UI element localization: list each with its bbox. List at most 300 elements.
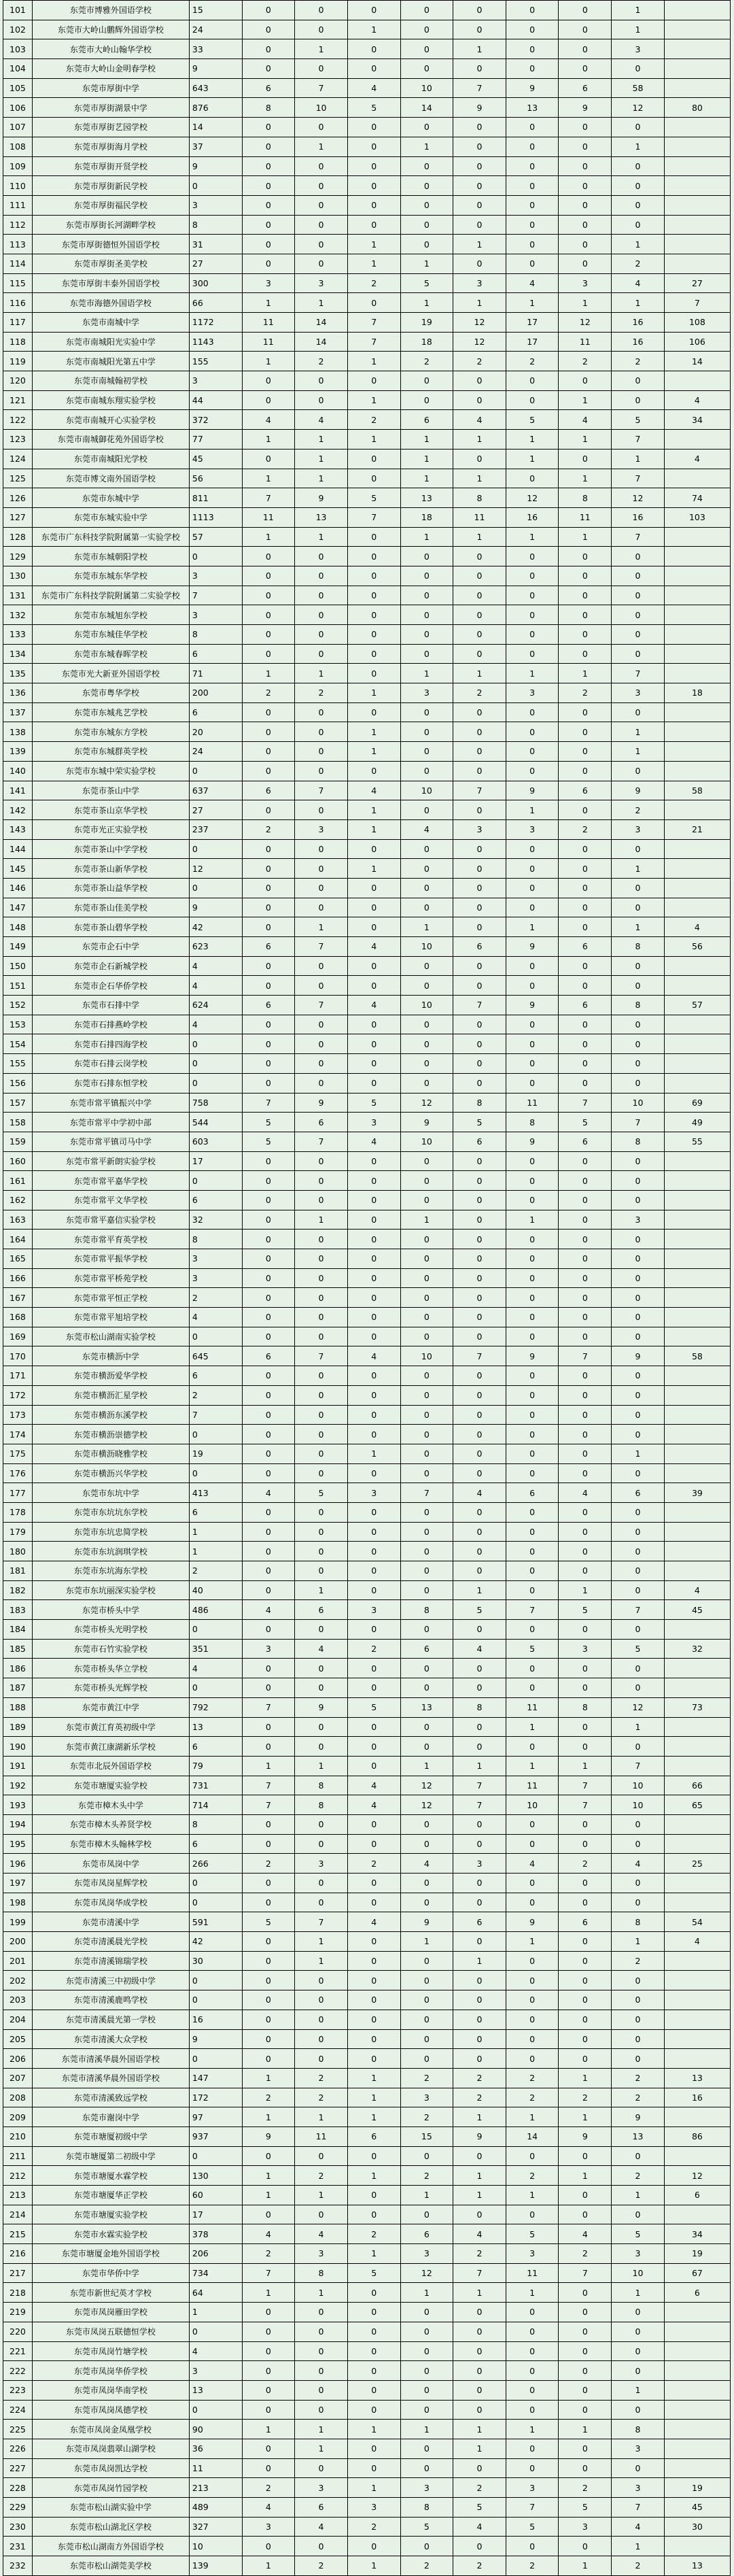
value-cell: 1 <box>347 2107 400 2127</box>
table-row <box>3 1951 731 1971</box>
table-row <box>3 664 731 683</box>
value-cell: 0 <box>242 1444 295 1463</box>
value-cell: 12 <box>453 313 506 333</box>
value-cell: 0 <box>242 1288 295 1308</box>
empty-cell <box>664 722 730 742</box>
school-name-cell: 东莞市东城东方学校 <box>32 722 189 742</box>
value-cell: 0 <box>400 1190 453 1210</box>
row-number-cell: 101 <box>3 1 33 20</box>
value-cell: 0 <box>242 1425 295 1444</box>
value-cell: 5 <box>453 1600 506 1620</box>
value-cell: 0 <box>400 1522 453 1542</box>
total-count-cell: 206 <box>189 2244 242 2264</box>
value-cell: 39 <box>664 1483 730 1503</box>
value-cell: 1 <box>400 137 453 156</box>
total-count-cell: 327 <box>189 2517 242 2537</box>
value-cell: 0 <box>295 742 348 762</box>
value-cell: 1 <box>400 917 453 937</box>
value-cell: 18 <box>400 332 453 352</box>
row-number-cell: 152 <box>3 996 33 1015</box>
value-cell: 0 <box>453 761 506 781</box>
school-name-cell: 东莞市凤岗华成学校 <box>32 1893 189 1912</box>
value-cell: 0 <box>612 956 665 976</box>
table-row <box>3 1756 731 1776</box>
row-number-cell: 123 <box>3 430 33 450</box>
value-cell: 0 <box>559 2322 612 2341</box>
table-row <box>3 449 731 469</box>
value-cell: 0 <box>347 1268 400 1288</box>
total-count-cell: 3 <box>189 2361 242 2381</box>
value-cell: 0 <box>242 2205 295 2224</box>
value-cell: 1 <box>295 2107 348 2127</box>
value-cell: 1 <box>559 527 612 547</box>
value-cell: 10 <box>400 996 453 1015</box>
total-count-cell: 3 <box>189 371 242 391</box>
value-cell: 0 <box>559 2537 612 2556</box>
school-name-cell: 东莞市厚街新民学校 <box>32 176 189 196</box>
empty-cell <box>664 1385 730 1405</box>
value-cell: 0 <box>559 1463 612 1483</box>
value-cell: 0 <box>453 1874 506 1893</box>
value-cell: 0 <box>400 566 453 586</box>
value-cell: 0 <box>453 20 506 39</box>
value-cell: 0 <box>612 1288 665 1308</box>
value-cell: 1 <box>400 430 453 450</box>
value-cell: 0 <box>242 566 295 586</box>
value-cell: 1 <box>559 2068 612 2088</box>
school-name-cell: 东莞市凤岗凯达学校 <box>32 2458 189 2478</box>
value-cell: 4 <box>664 390 730 410</box>
value-cell: 0 <box>242 1971 295 1990</box>
value-cell: 1 <box>295 293 348 313</box>
row-number-cell: 223 <box>3 2380 33 2400</box>
value-cell: 8 <box>612 937 665 957</box>
value-cell: 0 <box>347 293 400 313</box>
value-cell: 0 <box>453 605 506 625</box>
total-count-cell: 792 <box>189 1697 242 1717</box>
value-cell: 2 <box>453 2088 506 2107</box>
value-cell: 0 <box>506 2400 559 2420</box>
school-name-cell: 东莞市清溪晨光第一学校 <box>32 2010 189 2029</box>
table-row <box>3 1874 731 1893</box>
value-cell: 0 <box>242 1814 295 1834</box>
table-row <box>3 1249 731 1269</box>
total-count-cell: 0 <box>189 1073 242 1093</box>
value-cell: 0 <box>612 1874 665 1893</box>
value-cell: 0 <box>295 1620 348 1640</box>
total-count-cell: 10 <box>189 2537 242 2556</box>
value-cell: 0 <box>559 2341 612 2361</box>
table-row <box>3 2146 731 2166</box>
value-cell: 0 <box>242 547 295 566</box>
value-cell: 0 <box>347 976 400 996</box>
value-cell: 3 <box>612 819 665 839</box>
empty-cell <box>664 1874 730 1893</box>
value-cell: 0 <box>242 2341 295 2361</box>
total-count-cell: 24 <box>189 20 242 39</box>
row-number-cell: 159 <box>3 1132 33 1151</box>
value-cell: 0 <box>295 2049 348 2069</box>
value-cell: 0 <box>453 2458 506 2478</box>
row-number-cell: 192 <box>3 1776 33 1795</box>
school-name-cell: 东莞市企石新城学校 <box>32 956 189 976</box>
value-cell: 1 <box>559 2107 612 2127</box>
value-cell: 9 <box>612 1346 665 1366</box>
value-cell: 0 <box>400 722 453 742</box>
value-cell: 0 <box>347 2283 400 2303</box>
value-cell: 30 <box>664 2517 730 2537</box>
table-row <box>3 2186 731 2205</box>
value-cell: 14 <box>295 313 348 333</box>
school-name-cell: 东莞市石排东恒学校 <box>32 1073 189 1093</box>
value-cell: 1 <box>242 430 295 450</box>
row-number-cell: 175 <box>3 1444 33 1463</box>
total-count-cell: 3 <box>189 566 242 586</box>
row-number-cell: 186 <box>3 1659 33 1678</box>
value-cell: 0 <box>559 1932 612 1952</box>
value-cell: 0 <box>242 1 295 20</box>
value-cell: 0 <box>347 625 400 645</box>
value-cell: 5 <box>453 2498 506 2518</box>
value-cell: 10 <box>612 1795 665 1815</box>
table-row <box>3 819 731 839</box>
value-cell: 0 <box>242 2322 295 2341</box>
value-cell: 0 <box>347 1522 400 1542</box>
value-cell: 4 <box>347 1795 400 1815</box>
empty-cell <box>664 1542 730 1561</box>
school-name-cell: 东莞市广东科技学院附属第二实验学校 <box>32 586 189 605</box>
total-count-cell: 643 <box>189 78 242 98</box>
empty-cell <box>664 1015 730 1034</box>
value-cell: 0 <box>400 1893 453 1912</box>
value-cell: 1 <box>400 527 453 547</box>
school-name-cell: 东莞市清溪三中初级中学 <box>32 1971 189 1990</box>
value-cell: 0 <box>559 1717 612 1737</box>
value-cell: 6 <box>612 1483 665 1503</box>
value-cell: 0 <box>347 1210 400 1230</box>
total-count-cell: 15 <box>189 1 242 20</box>
value-cell: 12 <box>400 2263 453 2283</box>
value-cell: 2 <box>559 2244 612 2264</box>
value-cell: 0 <box>295 722 348 742</box>
value-cell: 7 <box>242 1776 295 1795</box>
value-cell: 0 <box>400 898 453 917</box>
table-row <box>3 2088 731 2107</box>
value-cell: 108 <box>664 313 730 333</box>
total-count-cell: 6 <box>189 702 242 722</box>
value-cell: 0 <box>295 956 348 976</box>
row-number-cell: 227 <box>3 2458 33 2478</box>
row-number-cell: 149 <box>3 937 33 957</box>
value-cell: 1 <box>400 293 453 313</box>
total-count-cell: 7 <box>189 1405 242 1425</box>
total-count-cell: 27 <box>189 254 242 273</box>
value-cell: 1 <box>347 1444 400 1463</box>
value-cell: 8 <box>295 1795 348 1815</box>
school-name-cell: 东莞市大岭山鹏辉外国语学校 <box>32 20 189 39</box>
empty-cell <box>664 605 730 625</box>
empty-cell <box>664 215 730 235</box>
value-cell: 1 <box>453 2283 506 2303</box>
row-number-cell: 209 <box>3 2107 33 2127</box>
row-number-cell: 185 <box>3 1639 33 1659</box>
value-cell: 6 <box>559 78 612 98</box>
value-cell: 0 <box>242 1308 295 1327</box>
row-number-cell: 178 <box>3 1502 33 1522</box>
school-name-cell: 东莞市北辰外国语学校 <box>32 1756 189 1776</box>
value-cell: 0 <box>295 254 348 273</box>
empty-cell <box>664 78 730 98</box>
value-cell: 1 <box>453 2439 506 2458</box>
value-cell: 0 <box>612 195 665 215</box>
value-cell: 4 <box>242 2224 295 2244</box>
value-cell: 1 <box>453 1951 506 1971</box>
row-number-cell: 171 <box>3 1366 33 1386</box>
value-cell: 0 <box>453 1678 506 1698</box>
value-cell: 0 <box>295 235 348 254</box>
value-cell: 0 <box>242 176 295 196</box>
total-count-cell: 372 <box>189 410 242 430</box>
value-cell: 0 <box>400 176 453 196</box>
total-count-cell: 1113 <box>189 507 242 527</box>
value-cell: 0 <box>559 156 612 176</box>
school-name-cell: 东莞市东坑中学 <box>32 1483 189 1503</box>
value-cell: 0 <box>347 2029 400 2049</box>
value-cell: 0 <box>506 1015 559 1034</box>
value-cell: 7 <box>506 2498 559 2518</box>
value-cell: 0 <box>559 644 612 664</box>
value-cell: 0 <box>347 1230 400 1249</box>
empty-cell <box>664 956 730 976</box>
value-cell: 2 <box>612 1951 665 1971</box>
value-cell: 7 <box>612 664 665 683</box>
value-cell: 0 <box>295 1249 348 1269</box>
school-name-cell: 东莞市横沥兴华学校 <box>32 1463 189 1483</box>
value-cell: 0 <box>242 1990 295 2010</box>
value-cell: 7 <box>242 488 295 508</box>
value-cell: 65 <box>664 1795 730 1815</box>
value-cell: 0 <box>347 2458 400 2478</box>
value-cell: 0 <box>559 1230 612 1249</box>
table-row <box>3 2205 731 2224</box>
value-cell: 0 <box>347 566 400 586</box>
value-cell: 7 <box>242 1697 295 1717</box>
value-cell: 5 <box>559 1113 612 1132</box>
value-cell: 4 <box>242 410 295 430</box>
value-cell: 0 <box>612 2049 665 2069</box>
table-row <box>3 2126 731 2146</box>
table-row <box>3 1659 731 1678</box>
row-number-cell: 211 <box>3 2146 33 2166</box>
value-cell: 0 <box>559 1951 612 1971</box>
value-cell: 0 <box>347 1385 400 1405</box>
value-cell: 0 <box>559 1073 612 1093</box>
row-number-cell: 219 <box>3 2303 33 2322</box>
value-cell: 0 <box>295 1444 348 1463</box>
value-cell: 0 <box>559 878 612 898</box>
total-count-cell: 19 <box>189 1444 242 1463</box>
value-cell: 2 <box>453 2068 506 2088</box>
value-cell: 0 <box>612 566 665 586</box>
value-cell: 0 <box>506 2380 559 2400</box>
value-cell: 4 <box>612 1854 665 1874</box>
value-cell: 0 <box>506 1230 559 1249</box>
table-row <box>3 1190 731 1210</box>
value-cell: 6 <box>453 937 506 957</box>
value-cell: 11 <box>453 507 506 527</box>
value-cell: 0 <box>506 1327 559 1346</box>
table-row <box>3 254 731 273</box>
value-cell: 3 <box>559 2517 612 2537</box>
row-number-cell: 190 <box>3 1737 33 1757</box>
value-cell: 0 <box>400 2049 453 2069</box>
value-cell: 0 <box>559 2146 612 2166</box>
value-cell: 1 <box>242 2107 295 2127</box>
value-cell: 12 <box>664 2166 730 2186</box>
table-row <box>3 1580 731 1600</box>
school-name-cell: 东莞市东坑坑东学校 <box>32 1502 189 1522</box>
table-row <box>3 2224 731 2244</box>
value-cell: 1 <box>242 469 295 488</box>
value-cell: 11 <box>242 332 295 352</box>
value-cell: 0 <box>559 20 612 39</box>
value-cell: 1 <box>559 293 612 313</box>
value-cell: 0 <box>559 1171 612 1191</box>
value-cell: 1 <box>347 742 400 762</box>
school-name-cell: 东莞市石排燕岭学校 <box>32 1015 189 1034</box>
value-cell: 106 <box>664 332 730 352</box>
value-cell: 6 <box>506 1483 559 1503</box>
value-cell: 0 <box>506 1073 559 1093</box>
table-row <box>3 2303 731 2322</box>
value-cell: 0 <box>400 2029 453 2049</box>
value-cell: 0 <box>347 1 400 20</box>
value-cell: 0 <box>612 156 665 176</box>
empty-cell <box>664 898 730 917</box>
empty-cell <box>664 566 730 586</box>
value-cell: 7 <box>559 2263 612 2283</box>
value-cell: 0 <box>400 215 453 235</box>
value-cell: 0 <box>400 976 453 996</box>
school-name-cell: 东莞市常平中学初中部 <box>32 1113 189 1132</box>
row-number-cell: 143 <box>3 819 33 839</box>
value-cell: 19 <box>400 313 453 333</box>
value-cell: 1 <box>559 430 612 450</box>
school-name-cell: 东莞市厚街德恒外国语学校 <box>32 235 189 254</box>
value-cell: 0 <box>506 1678 559 1698</box>
school-name-cell: 东莞市凤岗星辉学校 <box>32 1874 189 1893</box>
value-cell: 0 <box>453 566 506 586</box>
school-name-cell: 东莞市茶山碧华学校 <box>32 917 189 937</box>
school-name-cell: 东莞市光大新亚外国语学校 <box>32 664 189 683</box>
row-number-cell: 195 <box>3 1834 33 1854</box>
value-cell: 10 <box>295 98 348 118</box>
value-cell: 0 <box>612 1230 665 1249</box>
value-cell: 1 <box>506 1756 559 1776</box>
row-number-cell: 179 <box>3 1522 33 1542</box>
school-name-cell: 东莞市黄江育英初级中学 <box>32 1717 189 1737</box>
value-cell: 0 <box>242 1268 295 1288</box>
value-cell: 0 <box>453 1425 506 1444</box>
row-number-cell: 217 <box>3 2263 33 2283</box>
empty-cell <box>664 1463 730 1483</box>
table-row <box>3 195 731 215</box>
empty-cell <box>664 1620 730 1640</box>
row-number-cell: 150 <box>3 956 33 976</box>
value-cell: 0 <box>506 1951 559 1971</box>
row-number-cell: 142 <box>3 800 33 820</box>
value-cell: 1 <box>559 664 612 683</box>
value-cell: 0 <box>559 1151 612 1171</box>
value-cell: 12 <box>559 313 612 333</box>
value-cell: 0 <box>295 547 348 566</box>
value-cell: 0 <box>559 2458 612 2478</box>
value-cell: 0 <box>453 2049 506 2069</box>
row-number-cell: 212 <box>3 2166 33 2186</box>
school-name-cell: 东莞市松山湖南方外国语学校 <box>32 2537 189 2556</box>
value-cell: 0 <box>453 1385 506 1405</box>
value-cell: 0 <box>506 1444 559 1463</box>
value-cell: 8 <box>612 996 665 1015</box>
school-name-cell: 东莞市清溪锦瑞学校 <box>32 1951 189 1971</box>
value-cell: 0 <box>506 371 559 391</box>
table-row <box>3 2244 731 2264</box>
value-cell: 9 <box>506 1346 559 1366</box>
value-cell: 0 <box>400 1054 453 1074</box>
value-cell: 0 <box>242 2029 295 2049</box>
value-cell: 0 <box>559 235 612 254</box>
value-cell: 5 <box>347 98 400 118</box>
value-cell: 0 <box>400 59 453 79</box>
value-cell: 7 <box>559 1776 612 1795</box>
value-cell: 1 <box>453 2420 506 2439</box>
table-body <box>3 1 731 2576</box>
row-number-cell: 215 <box>3 2224 33 2244</box>
value-cell: 9 <box>295 1697 348 1717</box>
value-cell: 0 <box>506 976 559 996</box>
value-cell: 0 <box>453 742 506 762</box>
value-cell: 0 <box>506 1659 559 1678</box>
value-cell: 0 <box>242 254 295 273</box>
value-cell: 0 <box>453 1893 506 1912</box>
value-cell: 0 <box>347 839 400 859</box>
value-cell: 103 <box>664 507 730 527</box>
value-cell: 1 <box>559 2166 612 2186</box>
value-cell: 0 <box>242 371 295 391</box>
value-cell: 1 <box>612 1 665 20</box>
value-cell: 0 <box>295 625 348 645</box>
value-cell: 1 <box>242 2283 295 2303</box>
row-number-cell: 119 <box>3 352 33 371</box>
value-cell: 0 <box>559 839 612 859</box>
value-cell: 0 <box>612 1561 665 1581</box>
empty-cell <box>664 1814 730 1834</box>
value-cell: 0 <box>347 1405 400 1425</box>
value-cell: 0 <box>347 761 400 781</box>
value-cell: 4 <box>453 2224 506 2244</box>
value-cell: 11 <box>559 332 612 352</box>
value-cell: 4 <box>664 917 730 937</box>
value-cell: 7 <box>453 781 506 800</box>
value-cell: 73 <box>664 1697 730 1717</box>
value-cell: 0 <box>400 1659 453 1678</box>
value-cell: 0 <box>506 1834 559 1854</box>
value-cell: 1 <box>612 449 665 469</box>
value-cell: 0 <box>612 761 665 781</box>
value-cell: 10 <box>400 1132 453 1151</box>
value-cell: 10 <box>400 78 453 98</box>
row-number-cell: 167 <box>3 1288 33 1308</box>
